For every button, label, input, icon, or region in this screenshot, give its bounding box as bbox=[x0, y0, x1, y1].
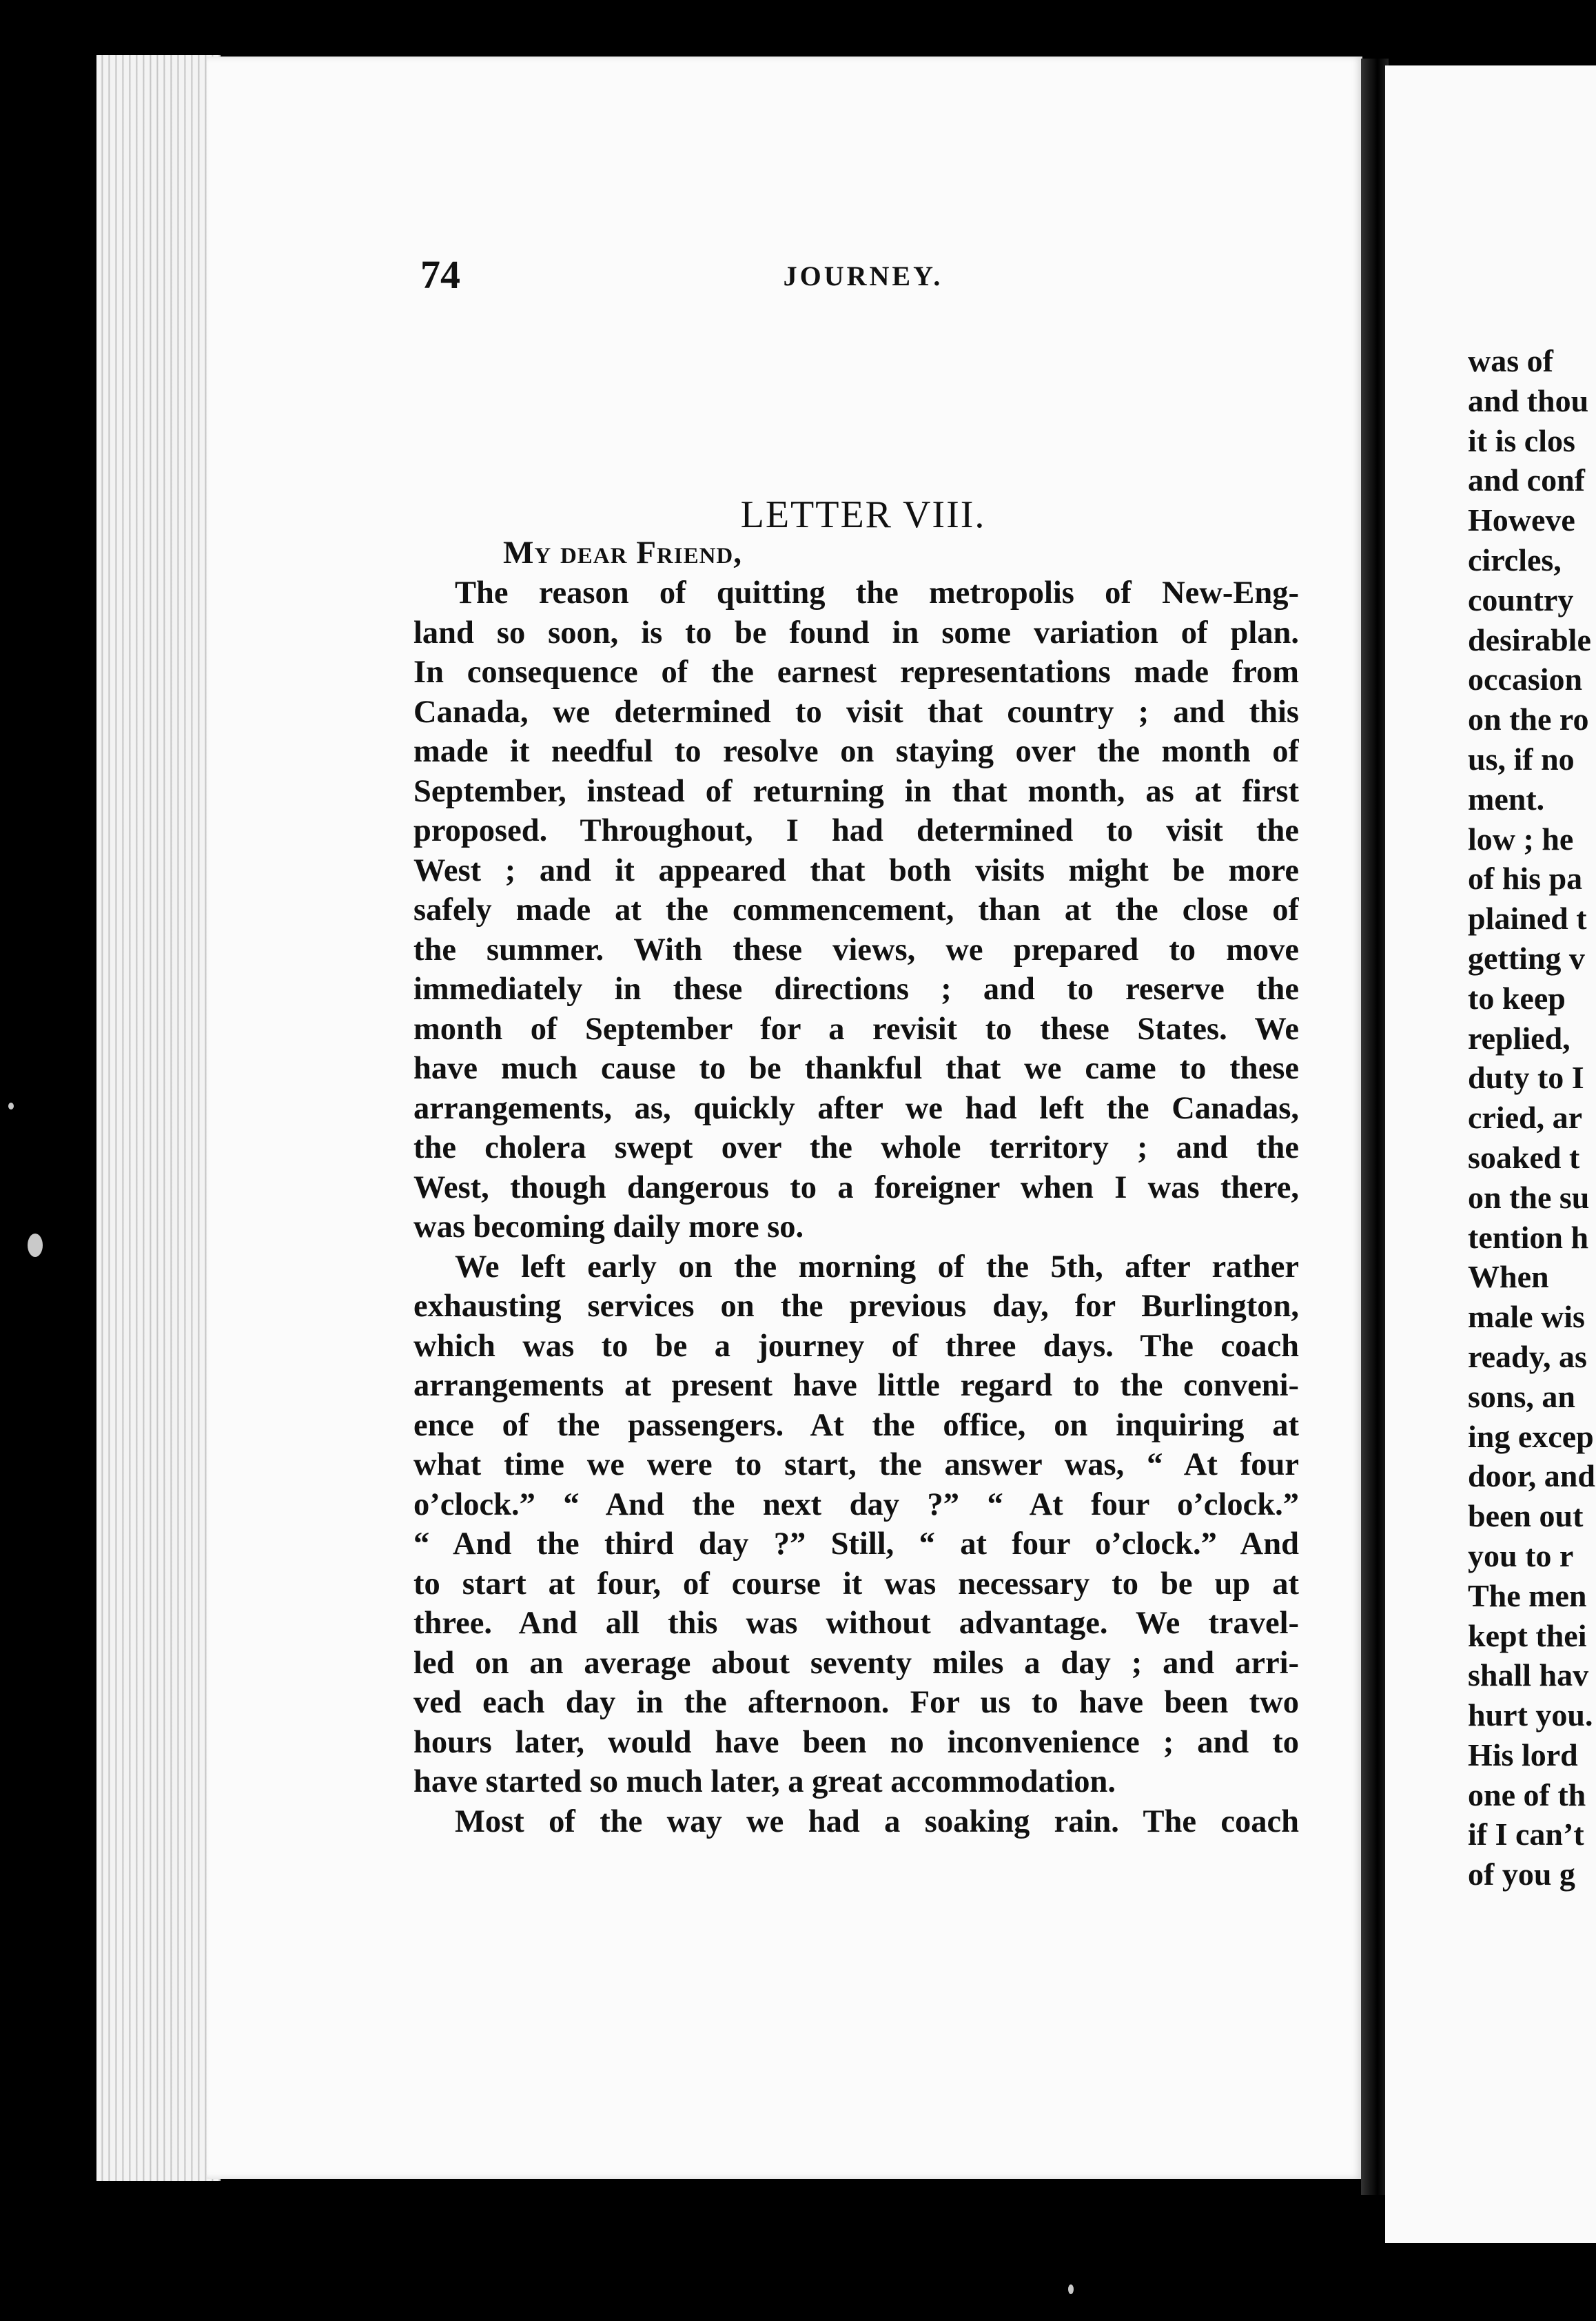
text-line: which was to be a journey of three days. The coach bbox=[413, 1328, 1299, 1364]
text-line: exhausting services on the previous day, for Burlington, bbox=[413, 1289, 1299, 1324]
body-text bbox=[413, 573, 1299, 1841]
text-line: if I can’t bbox=[1468, 1817, 1584, 1852]
text-line: on the su bbox=[1468, 1179, 1590, 1215]
text-line: immediately in these directions ; and to reserve the bbox=[413, 972, 1299, 1007]
text-line: door, and bbox=[1468, 1458, 1595, 1494]
text-line: on the ro bbox=[1468, 702, 1589, 737]
text-line: male wis bbox=[1468, 1299, 1585, 1335]
text-line: desirable bbox=[1468, 622, 1591, 657]
book-gutter bbox=[1361, 59, 1389, 2195]
text-line: what time we were to start, the answer was, “ At four bbox=[413, 1447, 1299, 1482]
text-line: to keep bbox=[1468, 980, 1566, 1016]
text-line: hurt you. bbox=[1468, 1697, 1593, 1733]
text-line: His lord bbox=[1468, 1737, 1578, 1772]
text-line: to start at four, of course it was necessary to be up at bbox=[413, 1566, 1299, 1602]
text-line: circles, bbox=[1468, 542, 1562, 577]
text-line: of his pa bbox=[1468, 861, 1583, 897]
text-line: was of bbox=[1468, 343, 1553, 378]
salutation: My dear Friend, bbox=[503, 535, 743, 571]
text-line: ence of the passengers. At the office, on inquiring at bbox=[413, 1407, 1299, 1443]
text-line: was becoming daily more so. bbox=[413, 1209, 804, 1245]
text-line: ing excep bbox=[1468, 1418, 1594, 1454]
text-line: When bbox=[1468, 1259, 1549, 1295]
text-line: In consequence of the earnest representations made from bbox=[413, 655, 1299, 690]
text-line: replied, bbox=[1468, 1020, 1571, 1056]
text-line: you to r bbox=[1468, 1537, 1574, 1573]
page-edges bbox=[96, 55, 221, 2181]
text-line: The men bbox=[1468, 1577, 1587, 1613]
page-number: 74 bbox=[420, 252, 460, 297]
text-line: one of th bbox=[1468, 1777, 1586, 1812]
text-line: tention h bbox=[1468, 1219, 1589, 1255]
scan-speck bbox=[1068, 2284, 1074, 2294]
text-line: duty to I bbox=[1468, 1060, 1584, 1096]
text-line: getting v bbox=[1468, 940, 1585, 976]
text-line: safely made at the commencement, than at the close of bbox=[413, 892, 1299, 928]
scan-speck bbox=[8, 1103, 14, 1110]
text-line: three. And all this was without advantage. We travel- bbox=[413, 1606, 1299, 1641]
right-page bbox=[1385, 65, 1596, 2243]
text-line: have much cause to be thankful that we came to these bbox=[413, 1051, 1299, 1086]
text-line: low ; he bbox=[1468, 821, 1574, 857]
text-line: ved each day in the afternoon. For us to have been two bbox=[413, 1685, 1299, 1720]
text-line: West, though dangerous to a foreigner when I was there, bbox=[413, 1169, 1299, 1205]
text-line: shall hav bbox=[1468, 1657, 1589, 1693]
right-page-text bbox=[1468, 341, 1596, 1894]
text-line: plained t bbox=[1468, 901, 1587, 937]
text-line: and conf bbox=[1468, 462, 1585, 498]
text-line: o’clock.” “ And the next day ?” “ At four o’clock.” bbox=[413, 1486, 1299, 1522]
text-line: it is clos bbox=[1468, 422, 1575, 458]
text-line: sons, an bbox=[1468, 1378, 1575, 1414]
running-head bbox=[420, 252, 1306, 300]
text-line: Canada, we determined to visit that country ; and this bbox=[413, 694, 1299, 730]
text-line: The reason of quitting the metropolis of New-Eng- bbox=[455, 575, 1299, 611]
text-line: arrangements, as, quickly after we had left the Canadas, bbox=[413, 1090, 1299, 1126]
text-line: land so soon, is to be found in some variation of plan. bbox=[413, 615, 1299, 651]
text-line: been out bbox=[1468, 1498, 1584, 1534]
scan-speck bbox=[28, 1234, 43, 1257]
text-line: month of September for a revisit to these States. We bbox=[413, 1011, 1299, 1047]
text-line: hours later, would have been no inconvenience ; and to bbox=[413, 1724, 1299, 1760]
text-line: We left early on the morning of the 5th, after rather bbox=[455, 1249, 1299, 1285]
text-line: have started so much later, a great accommodation. bbox=[413, 1764, 1116, 1799]
text-line: of you g bbox=[1468, 1857, 1575, 1892]
text-line: the cholera swept over the whole territory ; and the bbox=[413, 1130, 1299, 1165]
text-line: arrangements at present have little regard to the conveni- bbox=[413, 1368, 1299, 1403]
text-line: led on an average about seventy miles a day ; and arri- bbox=[413, 1645, 1299, 1681]
text-line: Howeve bbox=[1468, 502, 1575, 538]
text-line: cried, ar bbox=[1468, 1100, 1583, 1136]
text-line: the summer. With these views, we prepared to move bbox=[413, 932, 1299, 968]
running-title: JOURNEY. bbox=[783, 260, 943, 292]
text-line: “ And the third day ?” Still, “ at four o’clock.” And bbox=[413, 1526, 1299, 1562]
text-line: country bbox=[1468, 582, 1574, 617]
text-line: September, instead of returning in that month, as at first bbox=[413, 773, 1299, 809]
text-line: us, if no bbox=[1468, 741, 1575, 777]
text-line: ready, as bbox=[1468, 1338, 1587, 1374]
text-line: proposed. Throughout, I had determined to visit the bbox=[413, 813, 1299, 848]
text-line: West ; and it appeared that both visits might be more bbox=[413, 852, 1299, 888]
text-line: Most of the way we had a soaking rain. The coach bbox=[455, 1803, 1299, 1839]
text-line: kept thei bbox=[1468, 1617, 1587, 1653]
text-line: soaked t bbox=[1468, 1139, 1580, 1175]
text-line: ment. bbox=[1468, 781, 1545, 817]
text-line: occasion bbox=[1468, 662, 1583, 697]
text-line: made it needful to resolve on staying over the month of bbox=[413, 734, 1299, 769]
letter-heading: LETTER VIII. bbox=[740, 493, 986, 536]
text-line: and thou bbox=[1468, 382, 1589, 418]
